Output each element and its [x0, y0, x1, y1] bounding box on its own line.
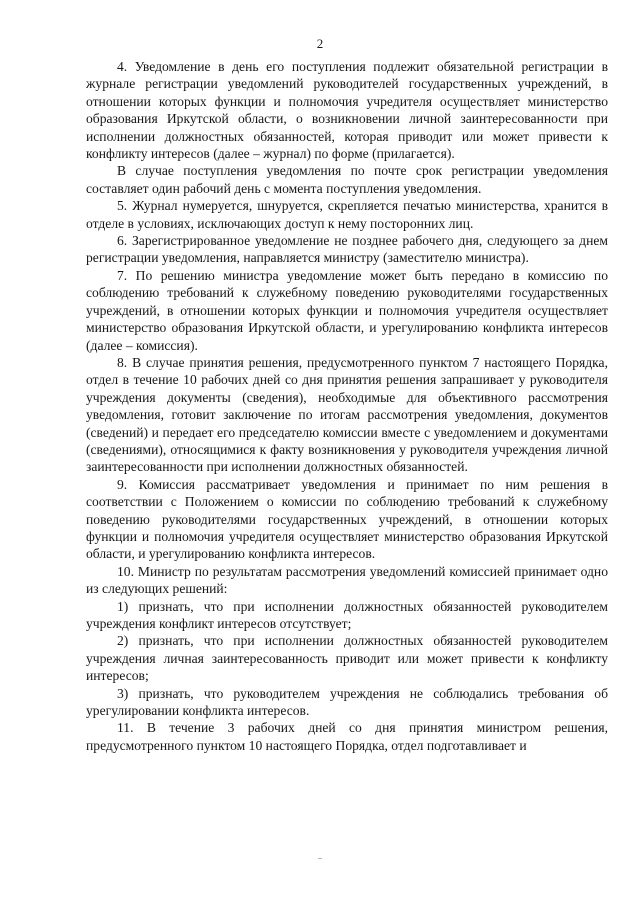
paragraph-5: 5. Журнал нумеруется, шнуруется, скрепляется печатью министерства, хранится в отделе в условиях, исключающих доступ к нему посторонних лиц.: [86, 198, 608, 231]
paragraph-10-item-3: 3) признать, что руководителем учреждения не соблюдались требования об урегулировании конфликта интересов.: [86, 685, 608, 719]
paragraph-7: 7. По решению министра уведомление может быть передано в комиссию по соблюдению требований к служебному поведению руководителями государственных учреждений, в отношении которых функции и полномочия учредителя осуществляет министерство образования Иркутской области, и урегулированию конфликта интересов (далее – комиссия).: [86, 267, 608, 353]
paragraph-4-mail: В случае поступления уведомления по почте срок регистрации уведомления составляет один рабочий день с момента поступления уведомления.: [86, 163, 608, 196]
scan-mark: [318, 858, 322, 859]
paragraph-11: 11. В течение 3 рабочих дней со дня принятия министром решения, предусмотренного пунктом 10 настоящего Порядка, отдел подготавливает и: [86, 720, 608, 753]
document-body: [86, 58, 608, 754]
paragraph-4: 4. Уведомление в день его поступления подлежит обязательной регистрации в журнале регистрации уведомлений руководителей государственных учреждений, в отношении которых функции и полномочия учредителя осуществляет министерство образования Иркутской области, о возникновении личной заинтересованности при исполнении должностных обязанностей, которая приводит или может привести к конфликту интересов (далее – журнал) по форме (прилагается).: [86, 59, 608, 162]
paragraph-10: 10. Министр по результатам рассмотрения уведомлений комиссией принимает одно из следующих решений:: [86, 563, 608, 597]
paragraph-10-item-1: 1) признать, что при исполнении должностных обязанностей руководителем учреждения конфликт интересов отсутствует;: [86, 598, 608, 631]
page-number: 2: [316, 36, 324, 51]
paragraph-9: 9. Комиссия рассматривает уведомления и принимает по ним решения в соответствии с Положением о комиссии по соблюдению требований к служебному поведению руководителями государственных учреждений, в отношении которых функции и полномочия учредителя осуществляет министерство образования Иркутской области, и урегулированию конфликта интересов.: [86, 476, 608, 562]
paragraph-6: 6. Зарегистрированное уведомление не позднее рабочего дня, следующего за днем регистрации уведомления, направляется министру (заместителю министра).: [86, 233, 608, 266]
paragraph-8: 8. В случае принятия решения, предусмотренного пунктом 7 настоящего Порядка, отдел в течение 10 рабочих дней со дня принятия решения запрашивает у руководителя учреждения документы (сведения), необходимые для объективного рассмотрения уведомления, готовит заключение по итогам рассмотрения уведомления, документов (сведений) и передает его председателю комиссии вместе с уведомлением и документами (сведениями), относящимися к факту возникновения у руководителя учреждения личной заинтересованности при исполнении должностных обязанностей.: [86, 354, 608, 475]
paragraph-10-item-2: 2) признать, что при исполнении должностных обязанностей руководителем учреждения личная заинтересованность приводит или может привести к конфликту интересов;: [86, 633, 608, 684]
